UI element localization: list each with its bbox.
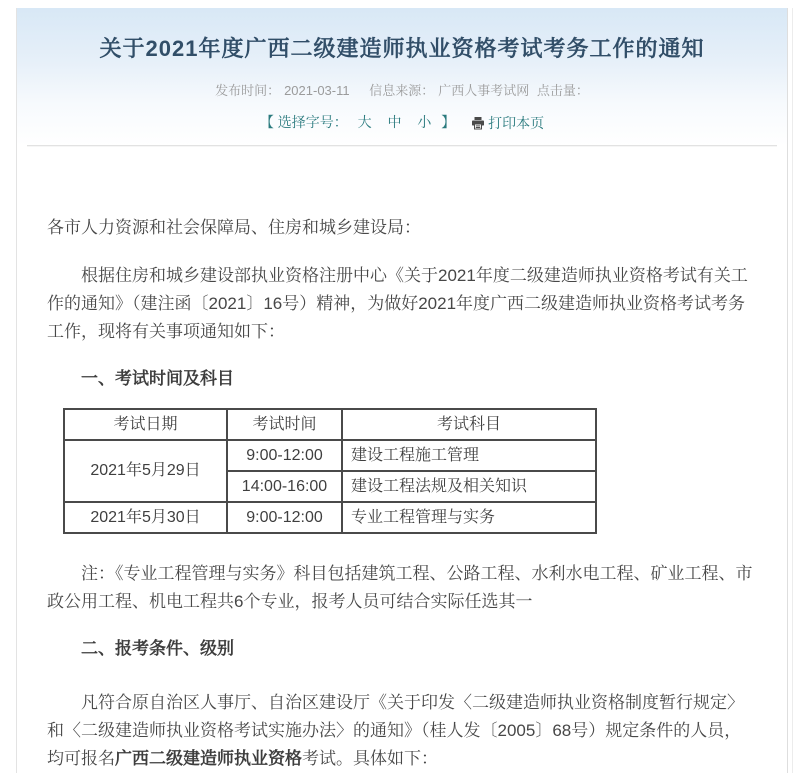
hits-label: 点击量： bbox=[536, 83, 589, 98]
note-paragraph: 注：《专业工程管理与实务》科目包括建筑工程、公路工程、水利水电工程、矿业工程、市政公用工程、机电工程共6个专业，报考人员可结合实际任选其一 bbox=[47, 564, 753, 612]
publish-date-label: 发布时间： bbox=[215, 83, 281, 98]
section2-heading: 二、报考条件、级别 bbox=[81, 639, 234, 659]
font-size-label: 选择字号： bbox=[277, 114, 348, 130]
table-header-row bbox=[64, 409, 596, 440]
print-page-button[interactable] bbox=[471, 113, 544, 133]
exam-date-cell: 2021年5月29日 bbox=[64, 440, 227, 502]
salutation-paragraph: 各市人力资源和社会保障局、住房和城乡建设局： bbox=[47, 218, 421, 238]
table-row bbox=[64, 440, 596, 471]
print-page-label: 打印本页 bbox=[488, 115, 545, 132]
exam-schedule-table bbox=[63, 408, 597, 534]
article-body bbox=[17, 214, 787, 773]
font-size-medium-button[interactable]: 中 bbox=[387, 114, 402, 130]
page-title: 关于2021年度广西二级建造师执业资格考试考务工作的通知 bbox=[99, 36, 705, 61]
article-meta bbox=[17, 80, 787, 99]
font-size-large-button[interactable]: 大 bbox=[357, 114, 372, 130]
header-exam-time: 考试时间 bbox=[227, 409, 342, 440]
article-toolbar bbox=[17, 112, 787, 145]
section1-heading: 一、考试时间及科目 bbox=[81, 369, 234, 389]
exam-time-cell: 14:00-16:00 bbox=[227, 471, 342, 502]
table-row bbox=[64, 502, 596, 533]
article-header bbox=[17, 8, 787, 146]
font-size-small-button[interactable]: 小 bbox=[417, 114, 432, 130]
exam-date-cell: 2021年5月30日 bbox=[64, 502, 227, 533]
bracket-open: 【 bbox=[259, 114, 274, 130]
condition-text-pre: 凡符合原自治区人事厅、自治区建设厅《关于印发〈二级建造师执业资格制度暂行规定〉和〈二级建造师执业资格考试实施办法〉的通知》（桂人发〔2005〕68号）规定条件的人员，均可报名 bbox=[47, 693, 744, 769]
publish-date-value: 2021-03-11 bbox=[284, 83, 350, 98]
exam-subject-cell: 建设工程施工管理 bbox=[342, 440, 596, 471]
printer-icon bbox=[471, 116, 485, 130]
bracket-close: 】 bbox=[441, 114, 456, 130]
article-page bbox=[16, 8, 788, 773]
exam-subject-cell: 专业工程管理与实务 bbox=[342, 502, 596, 533]
header-exam-date: 考试日期 bbox=[64, 409, 227, 440]
condition-text-bold: 广西二级建造师执业资格 bbox=[115, 749, 302, 769]
exam-time-cell: 9:00-12:00 bbox=[227, 502, 342, 533]
source-value: 广西人事考试网 bbox=[438, 83, 530, 98]
condition-text-post: 考试。具体如下： bbox=[302, 749, 438, 769]
header-divider bbox=[27, 145, 777, 146]
intro-paragraph: 根据住房和城乡建设部执业资格注册中心《关于2021年度二级建造师执业资格考试有关工作的通知》（建注函〔2021〕16号）精神，为做好2021年度广西二级建造师执业资格考试考务工作，现将有关事项通知如下： bbox=[47, 266, 748, 342]
exam-time-cell: 9:00-12:00 bbox=[227, 440, 342, 471]
condition-paragraph bbox=[47, 689, 757, 773]
header-exam-subject: 考试科目 bbox=[342, 409, 596, 440]
exam-subject-cell: 建设工程法规及相关知识 bbox=[342, 471, 596, 502]
source-label: 信息来源： bbox=[369, 83, 435, 98]
